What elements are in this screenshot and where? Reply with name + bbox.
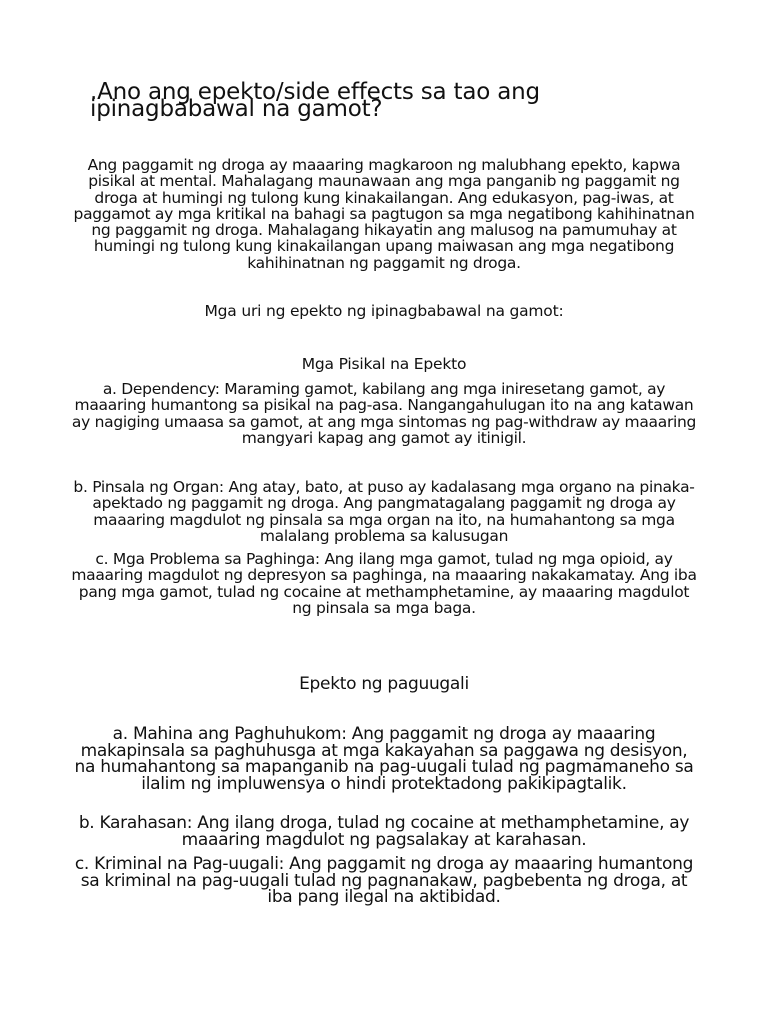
behavioral-item-criminal-behavior: c. Kriminal na Pag-uugali: Ang paggamit ng droga ay maaaring humantong sa kriminal na pag-uugali tulad ng pagnanakaw, pagbebenta ng droga, at iba pang ilegal na aktibidad. [74,854,694,907]
document-title: .Ano ang epekto/side effects sa tao ang ipinagbabawal na gamot? [90,79,540,122]
behavioral-effects-heading: Epekto ng paguugali [299,674,469,694]
behavioral-item-poor-judgment: a. Mahina ang Paghuhukom: Ang paggamit ng droga ay maaaring makapinsala sa paghuhusga at mga kakayahan sa paggawa ng desisyon, na humahantong sa mapanganib na pag-uugali tulad ng pagmamaneho sa ilalim ng impluwensya o hindi protektadong pakikipagtalik. [74,724,694,794]
physical-item-breathing-problems: c. Mga Problema sa Paghinga: Ang ilang mga gamot, tulad ng mga opioid, ay maaaring magdulot ng depresyon sa paghinga, na maaaring nakakamatay. Ang iba pang mga gamot, tulad ng cocaine at methamphetamine, ay maaaring magdulot ng pinsala sa mga baga. [71,550,697,617]
physical-item-dependency: a. Dependency: Maraming gamot, kabilang ang mga iniresetang gamot, ay maaaring humantong sa pisikal na pag-asa. Nangangahulugan ito na ang katawan ay nagiging umaasa sa gamot, at ang mga sintomas ng pag-withdraw ay maaaring mangyari kapag ang gamot ay itinigil. [71,380,697,447]
types-heading: Mga uri ng epekto ng ipinagbabawal na gamot: [204,302,564,320]
physical-effects-heading: Mga Pisikal na Epekto [301,355,467,373]
intro-paragraph: Ang paggamit ng droga ay maaaring magkaroon ng malubhang epekto, kapwa pisikal at mental. Mahalagang maunawaan ang mga panganib ng paggamit ng droga at humingi ng tulong kung kinakailangan. Ang edukasyon, pag-iwas, at paggamot ay mga kritikal na bahagi sa pagtugon sa mga negatibong kahihinatnan ng paggamit ng droga. Mahalagang hikayatin ang malusog na pamumuhay at humingi ng tulong kung kinakailangan upang maiwasan ang mga negatibong kahihinatnan ng paggamit ng droga. [73,156,695,272]
behavioral-item-violence: b. Karahasan: Ang ilang droga, tulad ng cocaine at methamphetamine, ay maaaring magdulot ng pagsalakay at karahasan. [78,813,690,850]
physical-item-organ-damage: b. Pinsala ng Organ: Ang atay, bato, at puso ay kadalasang mga organo na pinaka-apektado ng paggamit ng droga. Ang pangmatagalang paggamit ng droga ay maaaring magdulot ng pinsala sa mga organ na ito, na humahantong sa mga malalang problema sa kalusugan [73,478,695,545]
